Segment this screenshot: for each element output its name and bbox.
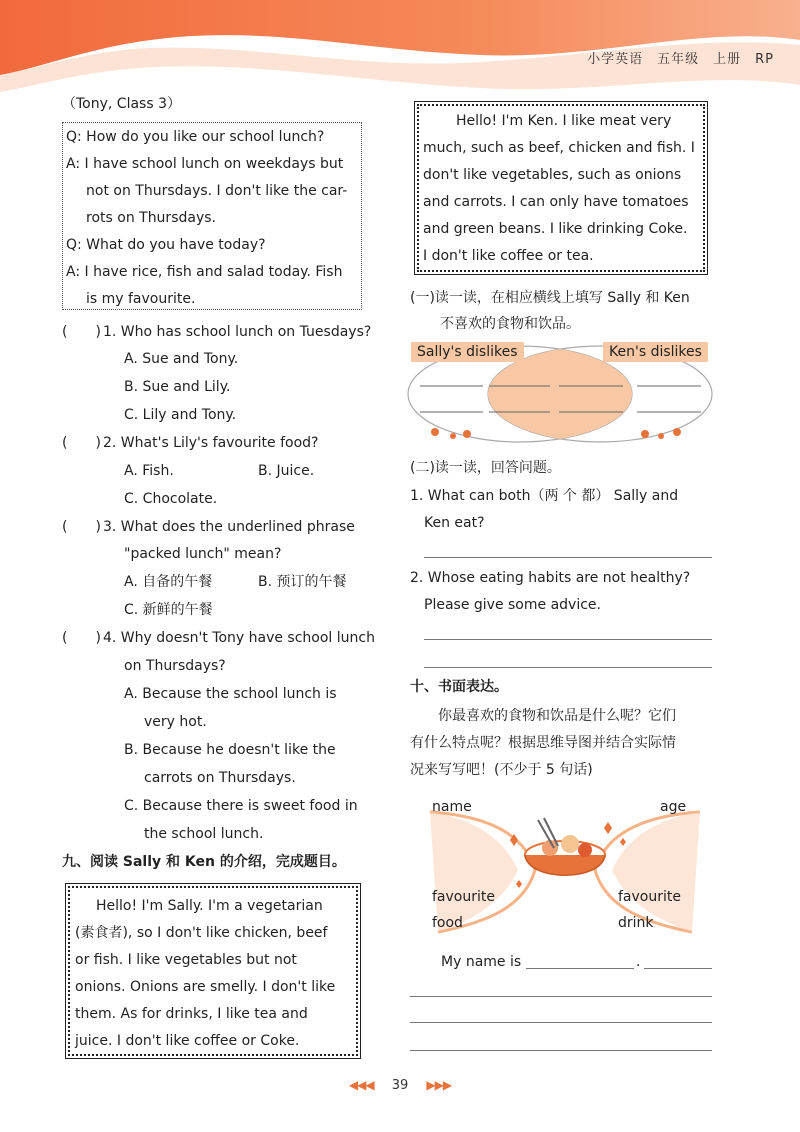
option: A. Sue and Tony.: [124, 351, 239, 367]
part1-title-cont: 不喜欢的食物和饮品。: [440, 316, 580, 332]
option: A. Fish.: [124, 463, 174, 479]
answer-line[interactable]: [410, 996, 712, 997]
answer-line[interactable]: [424, 639, 712, 640]
question-text: "packed lunch" mean?: [124, 546, 282, 562]
mindmap-drink: drink: [618, 915, 654, 931]
sally-line: (素食者), so I don't like chicken, beef: [75, 925, 328, 941]
ken-line: and green beans. I like drinking Coke.: [423, 221, 688, 237]
option: B. Sue and Lily.: [124, 379, 231, 395]
question-text: on Thursdays?: [124, 658, 226, 674]
mindmap-age: age: [660, 799, 687, 815]
answer-line[interactable]: [410, 1022, 712, 1023]
answer-line[interactable]: [644, 968, 712, 969]
option: C. Lily and Tony.: [124, 407, 237, 423]
tony-line: Q: How do you like our school lunch?: [66, 129, 325, 145]
option: C. 新鲜的午餐: [124, 602, 213, 618]
option: A. Because the school lunch is: [124, 686, 337, 702]
sally-line: onions. Onions are smelly. I don't like: [75, 979, 336, 995]
right-arrows-icon: ▶▶▶: [426, 1078, 452, 1092]
mindmap-drink: favourite: [618, 889, 681, 905]
tony-line: is my favourite.: [86, 291, 196, 307]
ken-line: and carrots. I can only have tomatoes: [423, 194, 689, 210]
mind-map: [420, 800, 710, 940]
my-name-prompt: My name is: [441, 954, 522, 970]
section9-title: 九、阅读 Sally 和 Ken 的介绍，完成题目。: [62, 854, 346, 870]
answer-paren[interactable]: ( ): [62, 435, 101, 451]
ken-line: I don't like coffee or tea.: [423, 248, 594, 264]
ken-line: don't like vegetables, such as onions: [423, 167, 682, 183]
header-title: 小学英语 五年级 上册 RP: [587, 52, 774, 67]
part2-question: 1. What can both（两 个 都） Sally and: [410, 488, 679, 504]
part2-question-cont: Please give some advice.: [424, 597, 601, 613]
part1-title: (一)读一读，在相应横线上填写 Sally 和 Ken: [410, 290, 690, 306]
page-footer: [0, 1078, 800, 1093]
period: .: [636, 954, 641, 970]
option: B. 预订的午餐: [258, 574, 347, 590]
sally-line: or fish. I like vegetables but not: [75, 952, 297, 968]
answer-paren[interactable]: ( ): [62, 324, 101, 340]
mindmap-food: food: [432, 915, 463, 931]
option: C. Because there is sweet food in: [124, 798, 358, 814]
section10-text: 你最喜欢的食物和饮品是什么呢？它们: [438, 708, 676, 724]
sally-line: Hello! I'm Sally. I'm a vegetarian: [96, 898, 323, 914]
answer-line[interactable]: [410, 1050, 712, 1051]
answer-line[interactable]: [424, 667, 712, 668]
answer-paren[interactable]: ( ): [62, 519, 101, 535]
ken-line: much, such as beef, chicken and fish. I: [423, 140, 695, 156]
option: carrots on Thursdays.: [144, 770, 296, 786]
tony-line: A: I have rice, fish and salad today. Fish: [66, 264, 343, 280]
mindmap-name: name: [432, 799, 472, 815]
tony-label: （Tony, Class 3）: [62, 96, 181, 112]
question-text: 2. What's Lily's favourite food?: [103, 435, 319, 451]
section10-title: 十、书面表达。: [410, 679, 508, 695]
question-text: 4. Why doesn't Tony have school lunch: [103, 630, 375, 646]
ken-line: Hello! I'm Ken. I like meat very: [456, 113, 672, 129]
part2-title: (二)读一读，回答问题。: [410, 460, 561, 476]
venn-left-label: Sally's dislikes: [411, 342, 524, 362]
sally-line: juice. I don't like coffee or Coke.: [75, 1033, 300, 1049]
option: very hot.: [144, 714, 207, 730]
option: B. Because he doesn't like the: [124, 742, 336, 758]
option: B. Juice.: [258, 463, 315, 479]
answer-line[interactable]: [526, 968, 634, 969]
part2-question: 2. Whose eating habits are not healthy?: [410, 570, 691, 586]
section10-text: 况来写写吧！(不少于 5 句话): [410, 762, 593, 778]
option: A. 自备的午餐: [124, 574, 213, 590]
sally-line: them. As for drinks, I like tea and: [75, 1006, 308, 1022]
tony-line: not on Thursdays. I don't like the car-: [86, 183, 348, 199]
answer-line[interactable]: [424, 557, 712, 558]
part2-question-cont: Ken eat?: [424, 515, 485, 531]
tony-line: A: I have school lunch on weekdays but: [66, 156, 344, 172]
mindmap-food: favourite: [432, 889, 495, 905]
left-arrows-icon: ◀◀◀: [348, 1078, 374, 1092]
tony-line: rots on Thursdays.: [86, 210, 216, 226]
page-number: 39: [391, 1078, 409, 1093]
option: the school lunch.: [144, 826, 264, 842]
header-band: [0, 0, 800, 95]
tony-line: Q: What do you have today?: [66, 237, 266, 253]
question-text: 1. Who has school lunch on Tuesdays?: [103, 324, 372, 340]
venn-right-label: Ken's dislikes: [603, 342, 708, 362]
question-text: 3. What does the underlined phrase: [103, 519, 355, 535]
section10-text: 有什么特点呢？根据思维导图并结合实际情: [410, 735, 676, 751]
option: C. Chocolate.: [124, 491, 218, 507]
answer-paren[interactable]: ( ): [62, 630, 101, 646]
